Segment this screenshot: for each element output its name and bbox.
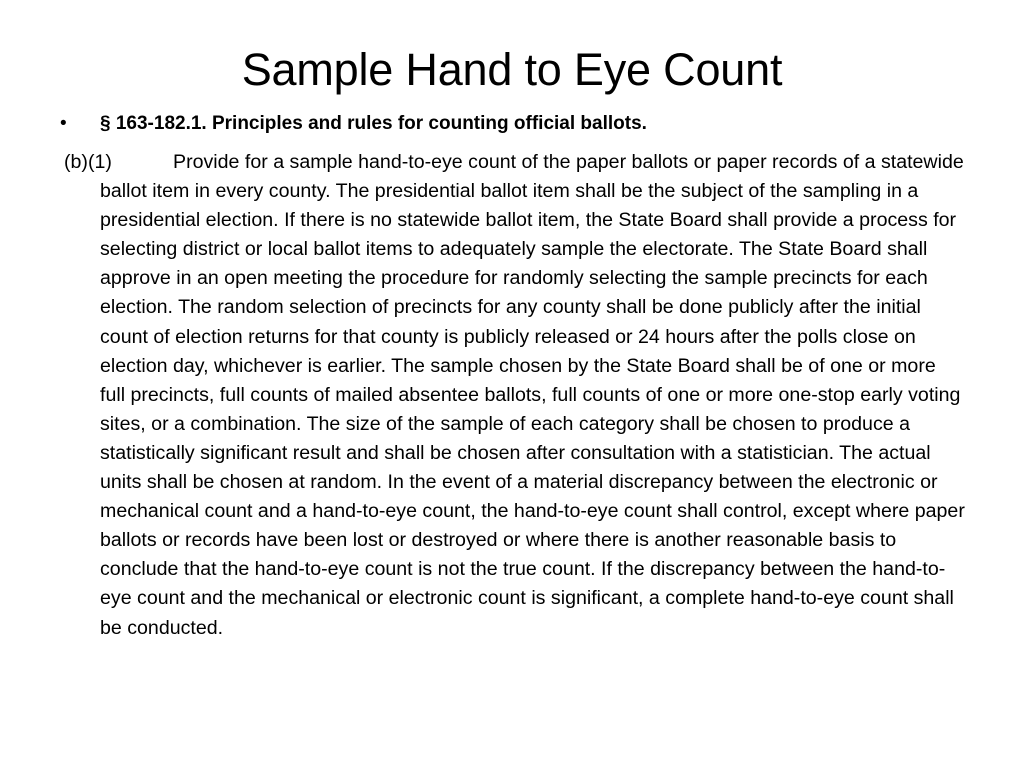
statute-paragraph (64, 148, 966, 643)
statute-heading: § 163-182.1. Principles and rules for counting official ballots. (100, 113, 647, 134)
paragraph-text: Provide for a sample hand-to-eye count of the paper ballots or paper records of a statewide ballot item in every county. The presidential ballot item shall be the subject of the sampling in a presidential election. If there is no statewide ballot item, the State Board shall provide a process for selecting district or local ballot items to adequately sample the electorate. The State Board shall approve in an open meeting the procedure for randomly selecting the sample precincts for each election. The random selection of precincts for any county shall be done publicly after the initial count of election returns for that county is publicly released or 24 hours after the polls close on election day, whichever is earlier. The sample chosen by the State Board shall be of one or more full precincts, full counts of mailed absentee ballots, full counts of one or more one-stop early voting sites, or a combination. The size of the sample of each category shall be chosen to produce a statistically significant result and shall be chosen after consultation with a statistician. The actual units shall be chosen at random. In the event of a material discrepancy between the electronic or mechanical count and a hand-to-eye count, the hand-to-eye count shall control, except where paper ballots or records have been lost or destroyed or where there is another reasonable basis to conclude that the hand-to-eye count is not the true count. If the discrepancy between the hand-to-eye count and the mechanical or electronic count is significant, a complete hand-to-eye count shall be conducted. (100, 151, 965, 639)
paragraph-label: (b)(1) (64, 151, 112, 173)
bullet-marker: • (60, 113, 67, 134)
slide-title: Sample Hand to Eye Count (241, 44, 783, 95)
bullet-item (60, 110, 960, 138)
